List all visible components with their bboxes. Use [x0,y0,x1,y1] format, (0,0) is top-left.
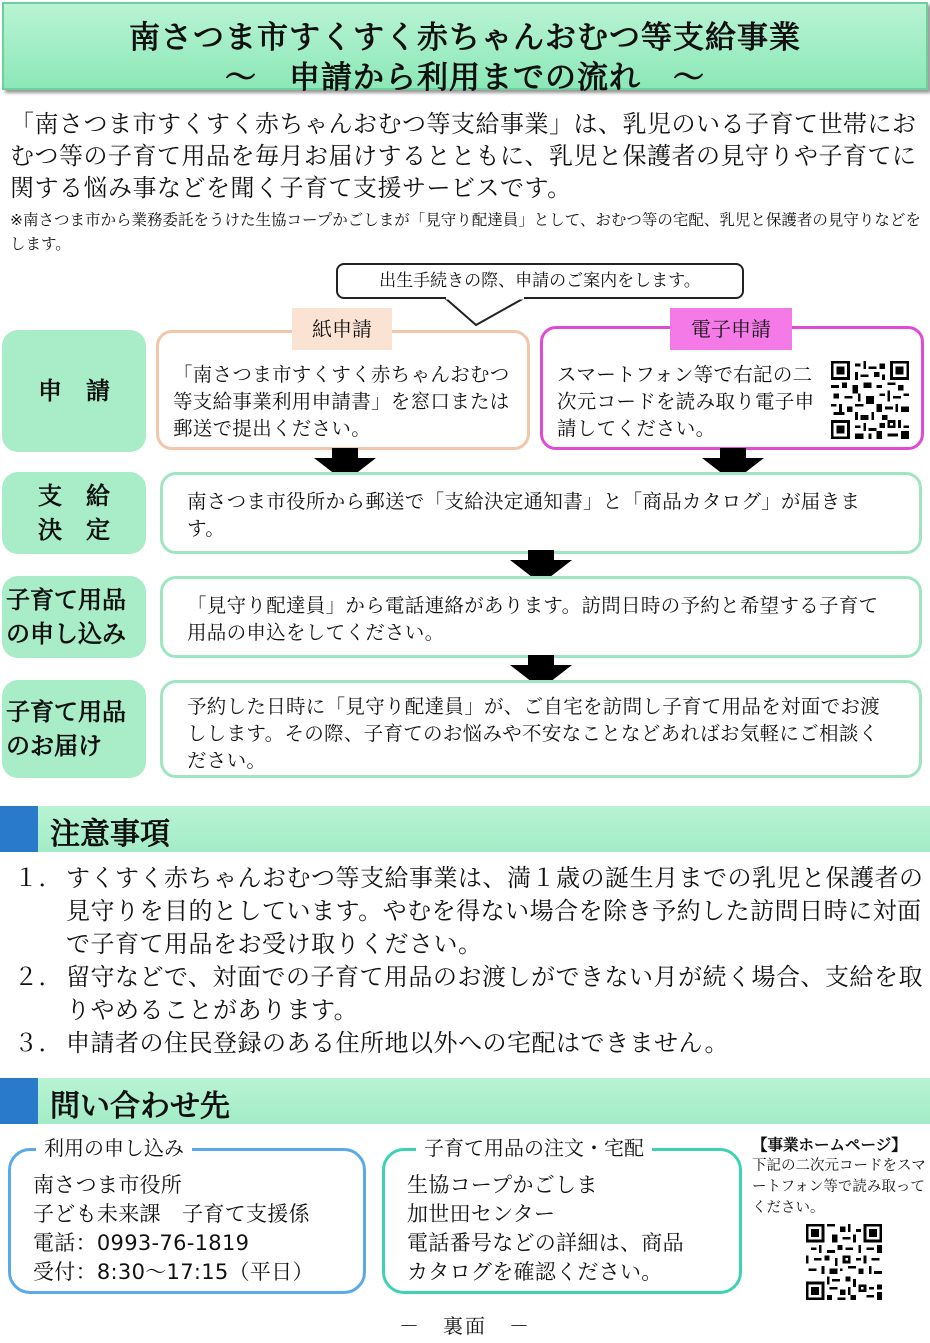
paper-application-text: 「南さつま市すくすく赤ちゃんおむつ等支給事業利用申請書」を窓口または郵送で提出ください。 [173,363,510,440]
contact-box-application [8,1148,366,1294]
section-accent [0,806,38,852]
contact-line: 南さつま市役所 [33,1173,183,1197]
contact-line: 子ども未来課 子育て支援係 [33,1202,310,1226]
contact-hours: 受付：8:30～17:15（平日） [33,1260,314,1284]
step-label-delivery-line2: のお届け [6,732,102,760]
step-label-decision-line1: 支 給 [38,482,110,510]
step-label-delivery [2,680,146,778]
contact-box-delivery [382,1148,742,1294]
delivery-box [160,680,922,778]
paper-application-tag: 紙申請 [292,308,392,350]
electronic-application-tag: 電子申請 [670,308,792,350]
caution-item-number: １． [14,864,63,892]
title-banner [2,2,928,96]
caution-item [14,1027,924,1060]
delivery-text: 予約した日時に「見守り配達員」が、ご自宅を訪問し子育て用品を対面でお渡しします。その際、子育てのお悩みや不安なことなどあればお気軽にご相談ください。 [187,695,881,772]
contact-line: 電話番号などの詳細は、商品 [407,1231,684,1255]
contact-application-tag: 利用の申し込み [36,1134,192,1162]
page-subtitle: ～ 申請から利用までの流れ ～ [225,60,705,96]
note-text: ※南さつま市から業務委託をうけた生協コープかごしまが「見守り配達員」として、おむつ等の宅配、乳児と保護者の見守りなどをします。 [10,211,921,253]
order-box [160,576,922,658]
caution-item-text: 留守などで、対面での子育て用品のお渡しができない月が続く場合、支給を取りやめることがあります。 [66,963,924,1024]
contact-delivery-tag: 子育て用品の注文・宅配 [416,1134,652,1162]
step-label-apply [2,330,146,452]
step-label-decision [2,472,146,554]
caution-item-text: すくすく赤ちゃんおむつ等支給事業は、満１歳の誕生月までの乳児と保護者の見守りを目的としています。やむを得ない場合を除き予約した訪問日時に対面で子育て用品をお受け取りください。 [66,864,924,958]
contact-heading: 問い合わせ先 [50,1089,230,1124]
caution-item [14,961,924,1027]
callout-tail [440,297,530,327]
decision-text: 南さつま市役所から郵送で「支給決定通知書」と「商品カタログ」が届きます。 [187,490,861,540]
caution-item [14,862,924,961]
caution-item-number: ２． [14,963,63,991]
order-text: 「見守り配達員」から電話連絡があります。訪問日時の予約と希望する子育て用品の申込をしてください。 [187,594,879,644]
contact-line: 生協コープかごしま [407,1173,598,1197]
step-label-decision-line2: 決 定 [38,516,110,544]
step-label-order [2,576,146,658]
application-qr-code[interactable] [831,361,909,439]
contact-delivery-lines [407,1171,684,1287]
electronic-application-text: スマートフォン等で右記の二次元コードを読み取り電子申請してください。 [557,363,815,440]
caution-item-text: 申請者の住民登録のある住所地以外への宅配はできません。 [66,1029,729,1057]
callout-bubble: 出生手続きの際、申請のご案内をします。 [336,263,744,299]
contact-section-bar [0,1078,930,1124]
contact-application-lines [33,1171,314,1287]
intro-text: 「南さつま市すくすく赤ちゃんおむつ等支給事業」は、乳児のいる子育て世帯におむつ等の子育て用品を毎月お届けするとともに、乳児と保護者の見守りや子育てに関する悩み事などを聞く子育て支援サービスです。 [10,110,917,202]
contact-line: 加世田センター [407,1202,556,1226]
contact-phone[interactable]: 電話：0993-76-1819 [33,1231,250,1255]
caution-section-bar [0,806,930,852]
page-title: 南さつま市すくすく赤ちゃんおむつ等支給事業 [129,20,801,56]
section-accent [0,1078,38,1124]
step-label-apply-text: 申 請 [38,377,110,405]
caution-list [14,862,924,1060]
page-footer: － 裏面 － [399,1314,531,1338]
step-label-delivery-line1: 子育て用品 [6,698,126,726]
homepage-qr-code[interactable] [806,1224,882,1300]
homepage-info [752,1135,930,1219]
caution-item-number: ３． [14,1029,63,1057]
contact-line: カタログを確認ください。 [407,1260,663,1284]
homepage-text: 下記の二次元コードをスマートフォン等で読み取ってください。 [752,1158,926,1216]
decision-box [160,472,922,554]
caution-heading: 注意事項 [50,817,170,852]
step-label-order-line2: の申し込み [6,620,126,648]
homepage-title: 【事業ホームページ】 [752,1136,907,1154]
step-label-order-line1: 子育て用品 [6,586,126,614]
